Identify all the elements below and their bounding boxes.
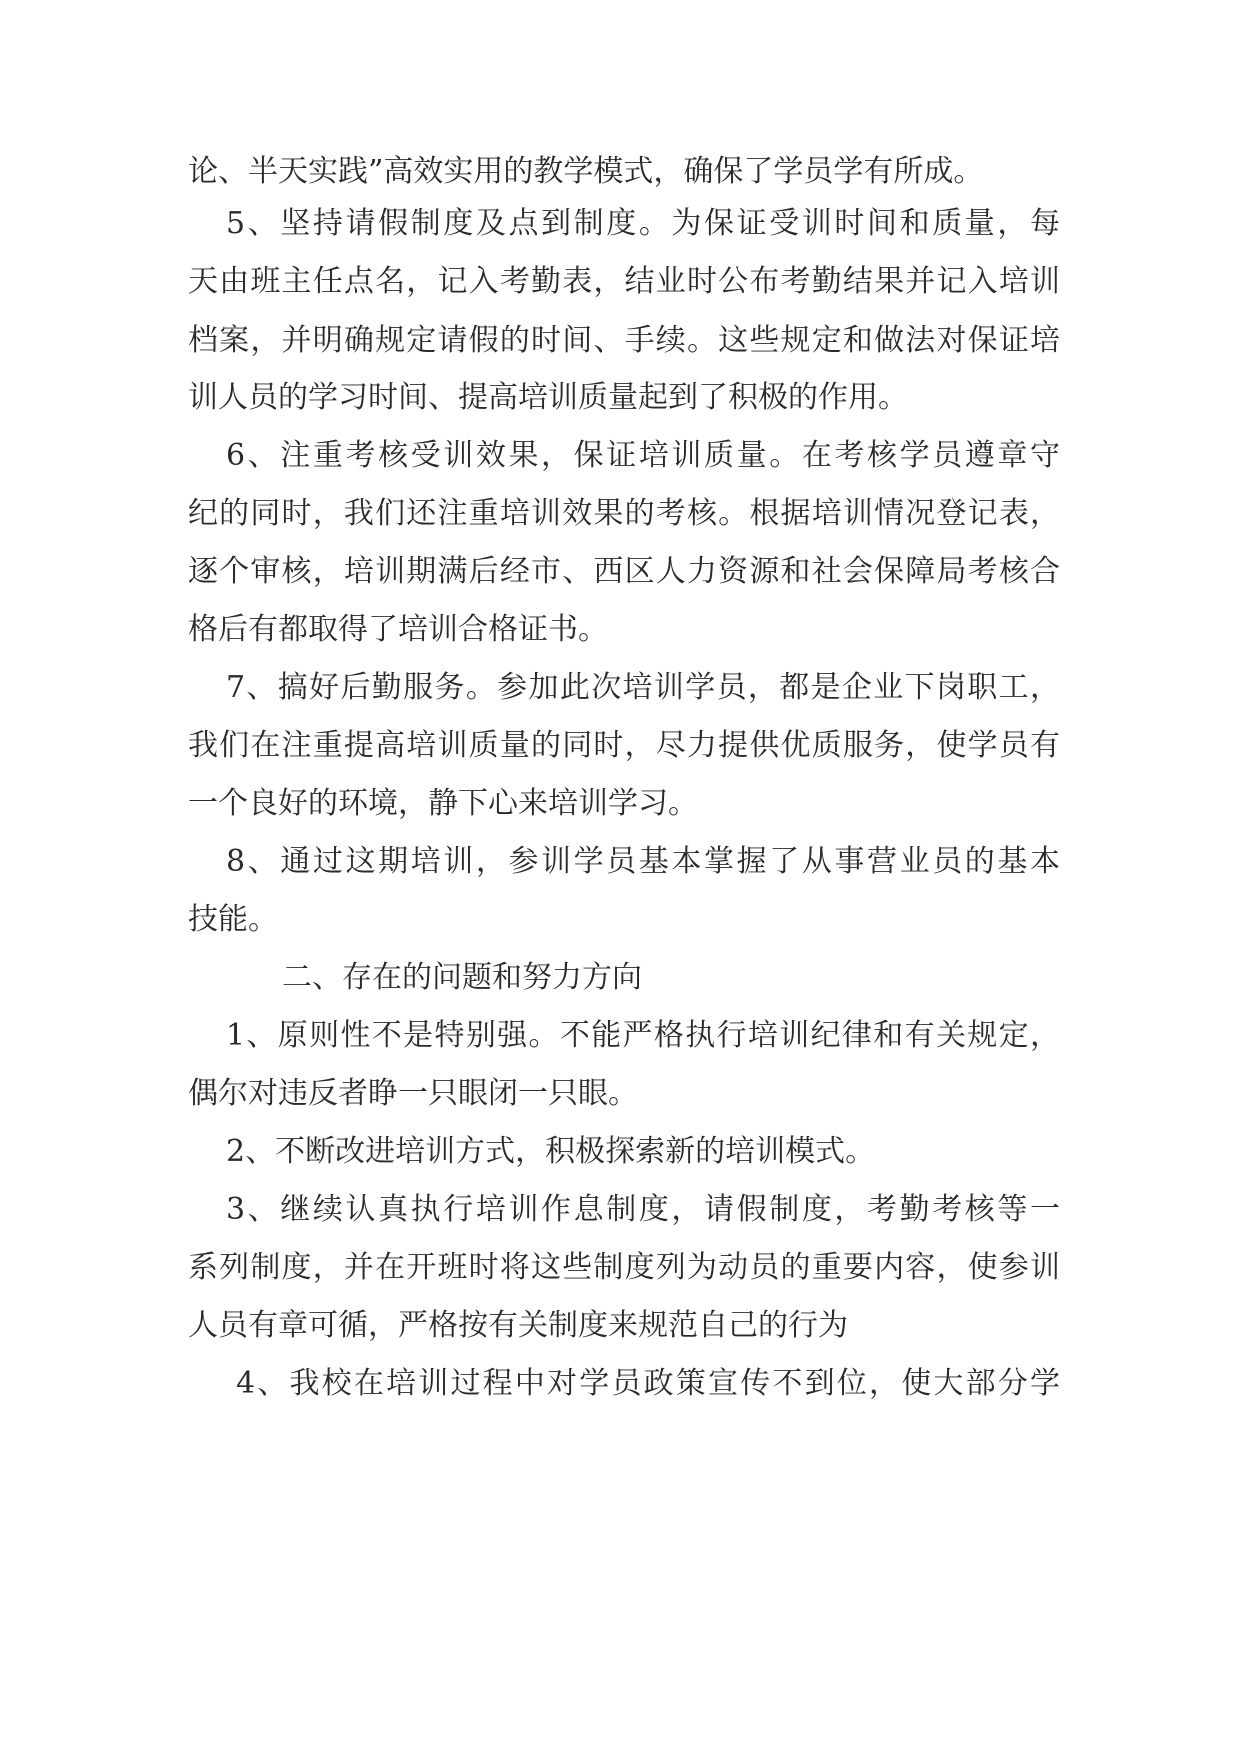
text-line: 3、继续认真执行培训作息制度，请假制度，考勤考核等一 (226, 1192, 1060, 1227)
text-line: 2、不断改进培训方式，积极探索新的培训模式。 (226, 1134, 876, 1169)
text-line: 我们在注重提高培训质量的同时，尽力提供优质服务，使学员有 (188, 728, 1060, 763)
text-line: 5、坚持请假制度及点到制度。为保证受训时间和质量，每 (226, 206, 1060, 241)
text-line: 系列制度，并在开班时将这些制度列为动员的重要内容，使参训 (188, 1250, 1060, 1285)
text-line: 天由班主任点名，记入考勤表，结业时公布考勤结果并记入培训 (188, 264, 1060, 299)
text-line: 逐个审核，培训期满后经市、西区人力资源和社会保障局考核合 (188, 554, 1060, 589)
text-line: 1、原则性不是特别强。不能严格执行培训纪律和有关规定， (226, 1018, 1060, 1053)
text-line: 8、通过这期培训，参训学员基本掌握了从事营业员的基本 (226, 844, 1060, 879)
text-line: 一个良好的环境，静下心来培训学习。 (188, 786, 698, 821)
text-line: 7、搞好后勤服务。参加此次培训学员，都是企业下岗职工， (226, 670, 1060, 705)
text-line: 格后有都取得了培训合格证书。 (188, 612, 608, 647)
text-line: 偶尔对违反者睁一只眼闭一只眼。 (188, 1076, 638, 1111)
text-line: 4、我校在培训过程中对学员政策宣传不到位，使大部分学 (236, 1366, 1060, 1401)
text-line: 6、注重考核受训效果，保证培训质量。在考核学员遵章守 (226, 438, 1060, 473)
text-line: 论、半天实践”高效实用的教学模式，确保了学员学有所成。 (188, 154, 984, 189)
section-heading: 二、存在的问题和努力方向 (282, 960, 642, 995)
text-line: 档案，并明确规定请假的时间、手续。这些规定和做法对保证培 (188, 323, 1060, 358)
text-line: 技能。 (188, 902, 278, 937)
text-line: 训人员的学习时间、提高培训质量起到了积极的作用。 (188, 380, 908, 415)
text-line: 纪的同时，我们还注重培训效果的考核。根据培训情况登记表， (188, 496, 1060, 531)
text-line: 人员有章可循，严格按有关制度来规范自己的行为 (188, 1308, 848, 1343)
